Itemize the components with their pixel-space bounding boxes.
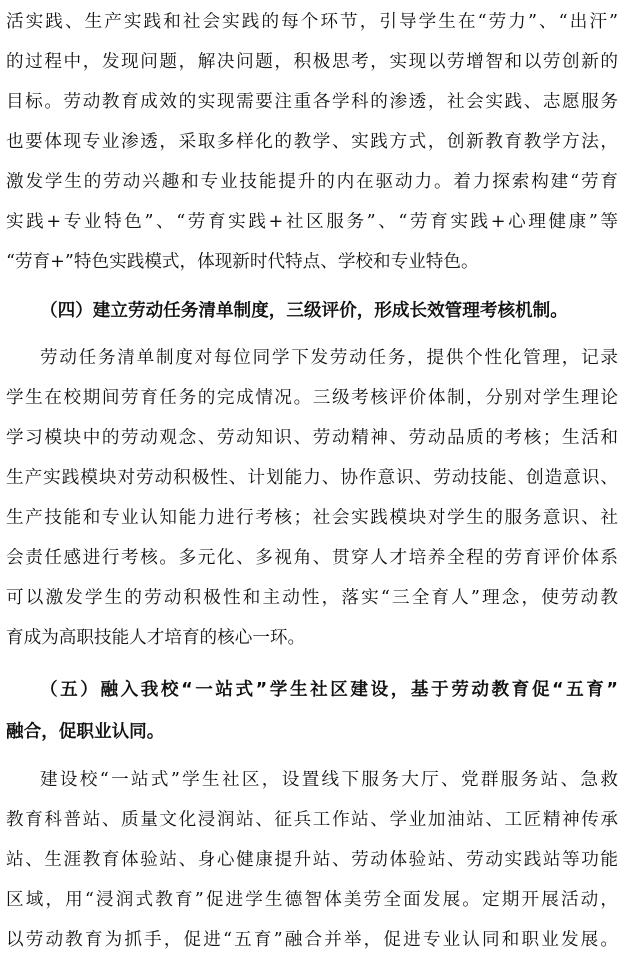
text-line: “劳育+”特色实践模式，体现新时代特点、学校和专业特色。 (6, 252, 479, 272)
text-line: 教育科普站、质量文化浸润站、征兵工作站、学业加油站、工匠精神传承 (6, 810, 618, 830)
text-line: 站、生涯教育体验站、身心健康提升站、劳动体验站、劳动实践站等功能 (6, 850, 618, 870)
text-line: 生产技能和专业认知能力进行考核；社会实践模块对学生的服务意识、社 (6, 508, 618, 528)
text-line: 的过程中，发现问题，解决问题，积极思考，实现以劳增智和以劳创新的 (6, 52, 618, 72)
text-line: 以劳动教育为抓手，促进“五育”融合并举，促进专业认同和职业发展。 (6, 930, 618, 950)
section-heading-5: （五）融入我校“一站式”学生社区建设，基于劳动教育促“五育” (40, 680, 618, 700)
text-line: 会责任感进行考核。多元化、多视角、贯穿人才培养全程的劳育评价体系 (6, 548, 618, 568)
section-heading-4: （四）建立劳动任务清单制度，三级评价，形成长效管理考核机制。 (40, 301, 568, 321)
text-line: 生产实践模块对劳动积极性、计划能力、协作意识、劳动技能、创造意识、 (6, 468, 618, 488)
text-line: 激发学生的劳动兴趣和专业技能提升的内在驱动力。着力探索构建“劳育 (6, 172, 618, 192)
text-line: 学生在校期间劳育任务的完成情况。三级考核评价体制，分别对学生理论 (6, 388, 618, 408)
text-line: 区域，用“浸润式教育”促进学生德智体美劳全面发展。定期开展活动， (6, 890, 618, 910)
text-line: 实践+专业特色”、“劳育实践+社区服务”、“劳育实践+心理健康”等 (6, 212, 618, 232)
text-line: 建设校“一站式”学生社区，设置线下服务大厅、党群服务站、急救 (40, 770, 618, 790)
section-heading-5-continued: 融合，促职业认同。 (6, 722, 165, 742)
text-line: 活实践、生产实践和社会实践的每个环节，引导学生在“劳力”、“出汗” (6, 12, 618, 32)
text-line: 劳动任务清单制度对每位同学下发劳动任务，提供个性化管理，记录 (40, 348, 618, 368)
text-line: 也要体现专业渗透，采取多样化的教学、实践方式，创新教育教学方法， (6, 132, 618, 152)
text-line: 目标。劳动教育成效的实现需要注重各学科的渗透，社会实践、志愿服务 (6, 92, 618, 112)
text-line: 可以激发学生的劳动积极性和主动性，落实“三全育人”理念，使劳动教 (6, 588, 618, 608)
text-line: 育成为高职技能人才培育的核心一环。 (6, 628, 306, 648)
text-line: 学习模块中的劳动观念、劳动知识、劳动精神、劳动品质的考核；生活和 (6, 428, 618, 448)
